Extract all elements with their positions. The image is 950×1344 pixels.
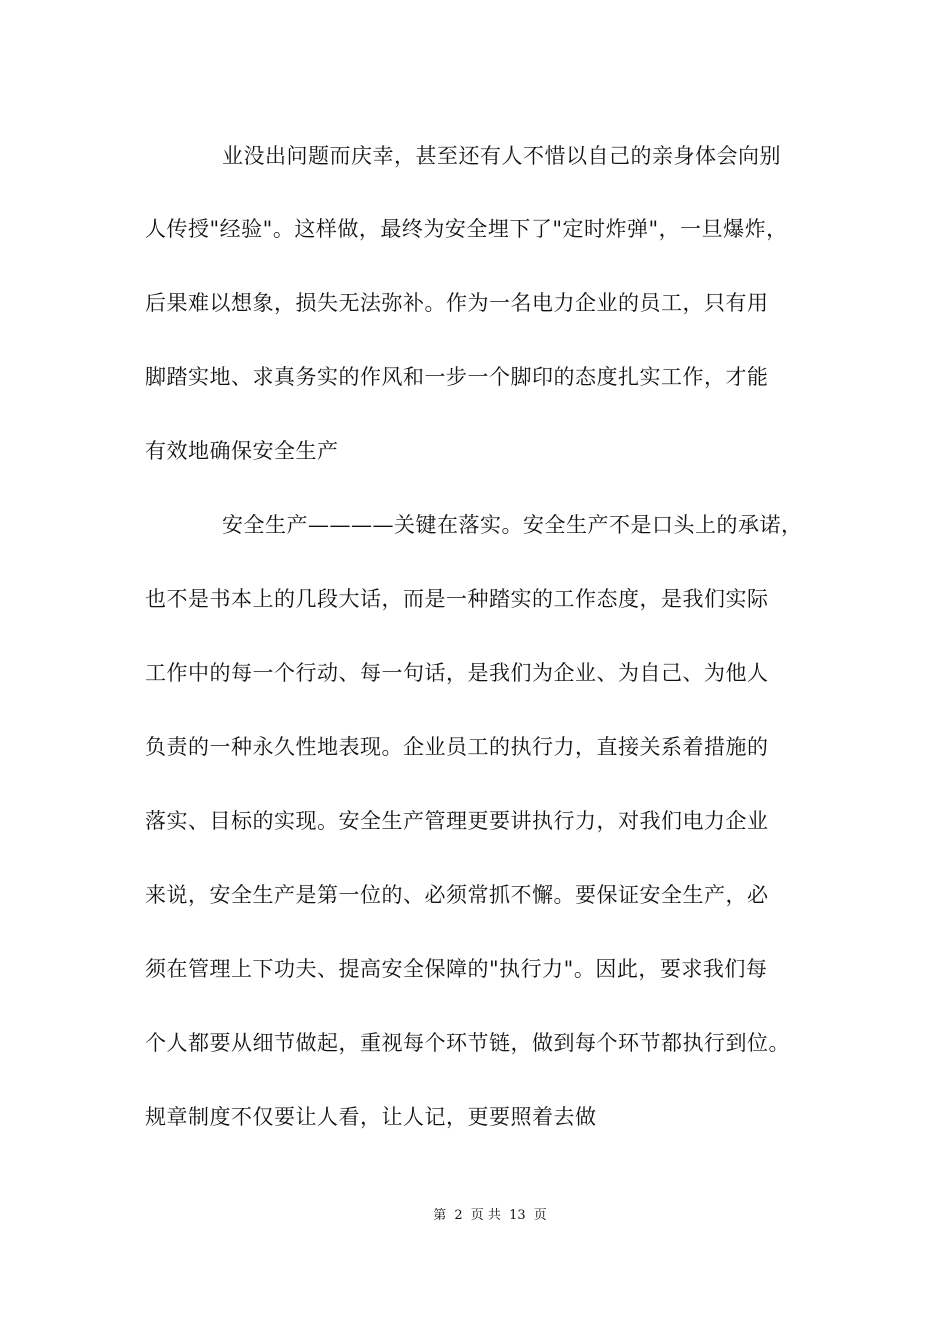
paragraph-2-line-2: 也不是书本上的几段大话，而是一种踏实的工作态度，是我们实际 <box>145 587 769 611</box>
paragraph-2-line-9: 规章制度不仅要让人看，让人记，更要照着去做 <box>145 1105 597 1129</box>
paragraph-2-line-3: 工作中的每一个行动、每一句话，是我们为企业、为自己、为他人 <box>145 661 769 685</box>
page-footer <box>0 1207 950 1225</box>
paragraph-2-line-8: 个人都要从细节做起，重视每个环节链，做到每个环节都执行到位。 <box>145 1031 790 1055</box>
footer-middle: 页 共 <box>470 1208 501 1223</box>
footer-current-page: 2 <box>454 1208 463 1223</box>
paragraph-2-line-6: 来说，安全生产是第一位的、必须常抓不懈。要保证安全生产，必 <box>145 883 769 907</box>
paragraph-1-line-3: 后果难以想象，损失无法弥补。作为一名电力企业的员工，只有用 <box>145 291 769 315</box>
paragraph-1-line-5: 有效地确保安全生产 <box>145 439 339 463</box>
paragraph-2-line-4: 负责的一种永久性地表现。企业员工的执行力，直接关系着措施的 <box>145 735 769 759</box>
paragraph-2-line-1: 安全生产————关键在落实。安全生产不是口头上的承诺， <box>222 513 803 537</box>
paragraph-1-line-2: 人传授"经验"。这样做，最终为安全埋下了"定时炸弹"，一旦爆炸， <box>145 217 788 241</box>
paragraph-2-line-7: 须在管理上下功夫、提高安全保障的"执行力"。因此，要求我们每 <box>145 957 768 981</box>
paragraph-1-line-4: 脚踏实地、求真务实的作风和一步一个脚印的态度扎实工作，才能 <box>145 365 769 389</box>
paragraph-1-line-1: 业没出问题而庆幸，甚至还有人不惜以自己的亲身体会向别 <box>222 144 781 168</box>
paragraph-2-line-5: 落实、目标的实现。安全生产管理更要讲执行力，对我们电力企业 <box>145 809 769 833</box>
footer-prefix: 第 <box>433 1208 447 1223</box>
footer-total-pages: 13 <box>509 1208 526 1223</box>
footer-suffix: 页 <box>533 1208 547 1223</box>
